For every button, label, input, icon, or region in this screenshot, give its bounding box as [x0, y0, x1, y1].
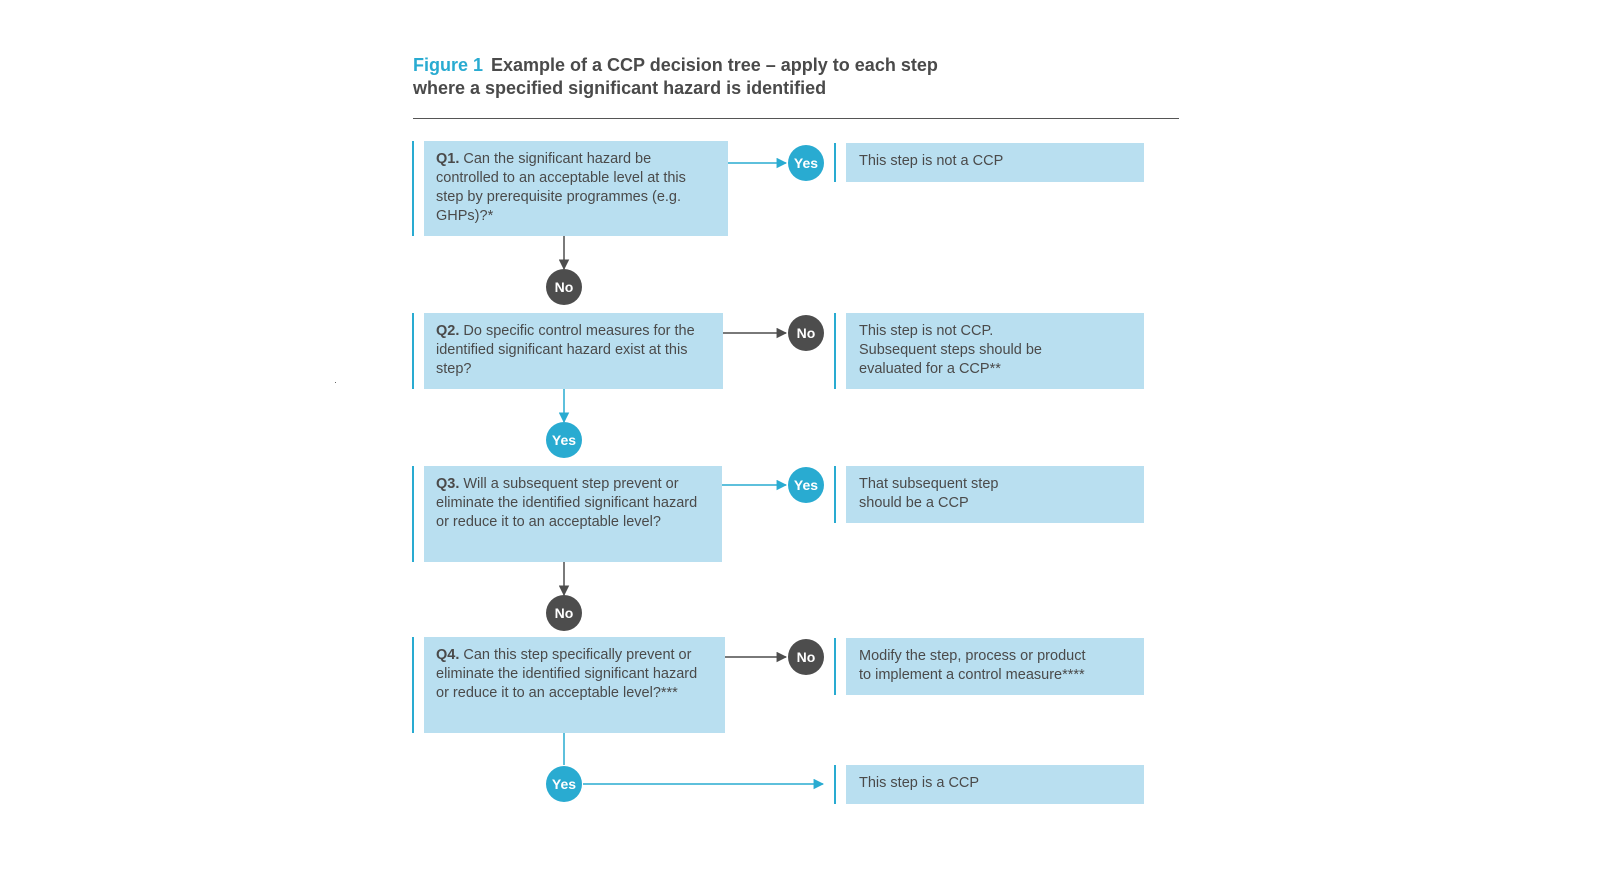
q1-yes-badge: Yes — [788, 145, 824, 181]
outcome-box-is-ccp: This step is a CCP — [846, 765, 1144, 804]
q1-no-badge: No — [546, 269, 582, 305]
outcome-4-accent-bar — [834, 638, 836, 695]
figure-title-text-1: Example of a CCP decision tree – apply to each step — [491, 55, 938, 75]
q4-number: Q4. — [436, 647, 460, 663]
outcome-1-accent-bar — [834, 143, 836, 182]
q2-yes-badge: Yes — [546, 422, 582, 458]
figure-label: Figure 1 — [413, 55, 484, 75]
q4-no-badge: No — [788, 639, 824, 675]
q2-number: Q2. — [436, 323, 460, 339]
q1-accent-bar — [412, 141, 414, 236]
outcome-2-accent-bar — [834, 313, 836, 389]
outcome-box-not-ccp: This step is not a CCP — [846, 143, 1144, 182]
outcome-5-accent-bar — [834, 765, 836, 804]
outcome-3-accent-bar — [834, 466, 836, 523]
q4-accent-bar — [412, 637, 414, 733]
figure-title-line-2: where a specified significant hazard is identified — [413, 78, 827, 98]
question-box-q4 — [424, 637, 725, 733]
q1-text: Can the significant hazard be controlled to an acceptable level at this step by prerequisite programmes (e.g. GHPs)?* — [436, 151, 686, 224]
q2-text: Do specific control measures for the identified significant hazard exist at this step? — [436, 323, 695, 377]
outcome-box-modify-step: Modify the step, process or product to implement a control measure**** — [846, 638, 1144, 695]
outcome-box-evaluate-subsequent: This step is not CCP. Subsequent steps should be evaluated for a CCP** — [846, 313, 1144, 389]
q2-no-badge: No — [788, 315, 824, 351]
q1-number: Q1. — [436, 151, 460, 167]
q2-accent-bar — [412, 313, 414, 389]
q3-no-badge: No — [546, 595, 582, 631]
q3-text: Will a subsequent step prevent or eliminate the identified significant hazard or reduce it to an acceptable level? — [436, 476, 698, 530]
q3-yes-badge: Yes — [788, 467, 824, 503]
q3-accent-bar — [412, 466, 414, 562]
q4-yes-badge: Yes — [546, 766, 582, 802]
q4-text: Can this step specifically prevent or eliminate the identified significant hazard or reduce it to an acceptable level?*** — [436, 647, 698, 701]
outcome-box-subsequent-ccp: That subsequent step should be a CCP — [846, 466, 1144, 523]
question-box-q2 — [424, 313, 723, 389]
question-box-q3 — [424, 466, 722, 562]
q3-number: Q3. — [436, 476, 460, 492]
question-box-q1 — [424, 141, 728, 236]
